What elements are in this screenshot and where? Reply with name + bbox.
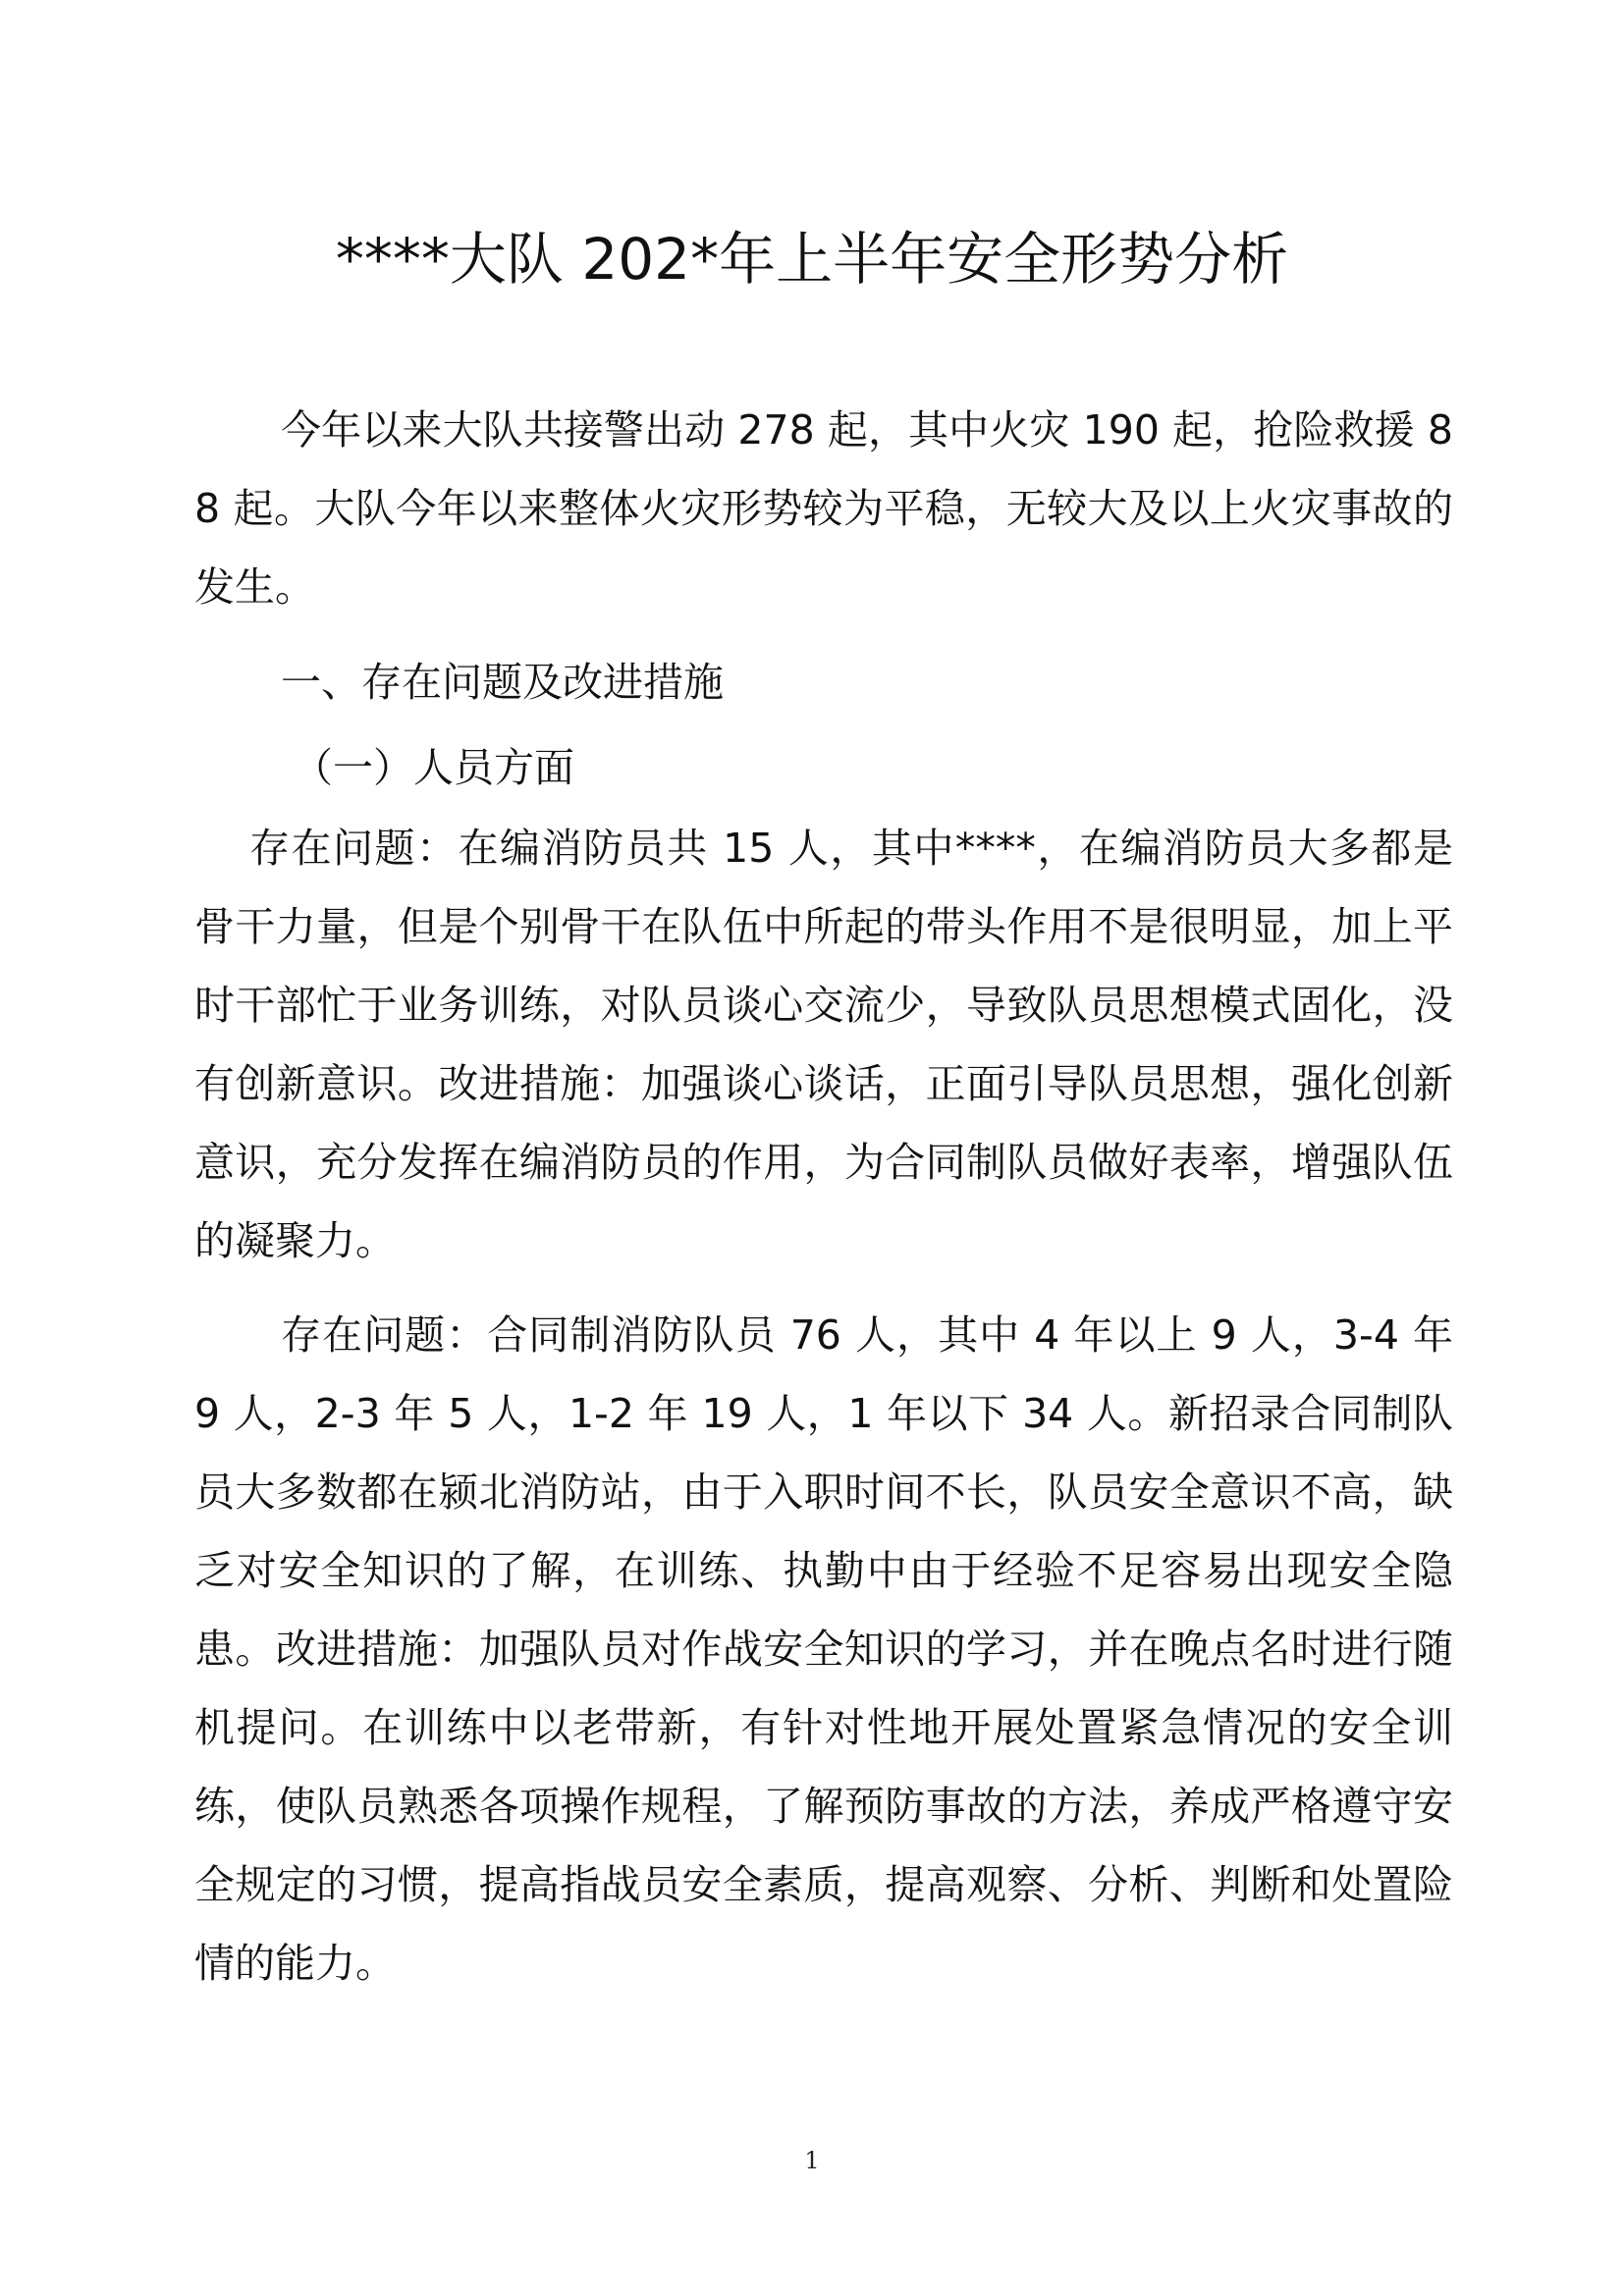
subsection-heading: （一）人员方面 xyxy=(293,744,574,791)
intro-paragraph: 今年以来大队共接警出动 278 起，其中火灾 190 起，抢险救援 88 起。大队今年以来整体火灾形势较为平稳，无较大及以上火灾事故的发生。 xyxy=(194,406,1453,611)
issue-paragraph-1: 存在问题：在编消防员共 15 人，其中****，在编消防员大多都是骨干力量，但是个别骨干在队伍中所起的带头作用不是很明显，加上平时干部忙于业务训练，对队员谈心交流少，导致队员思想模式固化，没有创新意识。改进措施：加强谈心谈话，正面引导队员思想，强化创新意识，充分发挥在编消防员的作用，为合同制队员做好表率，增强队伍的凝聚力。 xyxy=(194,825,1453,1264)
document-title: ****大队 202*年上半年安全形势分析 xyxy=(335,226,1289,293)
page-number: 1 xyxy=(804,2147,820,2174)
section-heading: 一、存在问题及改进措施 xyxy=(281,659,724,706)
issue-paragraph-2: 存在问题：合同制消防队员 76 人，其中 4 年以上 9 人，3-4 年 9 人，2-3 年 5 人，1-2 年 19 人，1 年以下 34 人。新招录合同制队员大多数都在颍北消防站，由于入职时间不长，队员安全意识不高，缺乏对安全知识的了解，在训练、执勤中由于经验不足容易出现安全隐患。改进措施：加强队员对作战安全知识的学习，并在晚点名时进行随机提问。在训练中以老带新，有针对性地开展处置紧急情况的安全训练，使队员熟悉各项操作规程，了解预防事故的方法，养成严格遵守安全规定的习惯，提高指战员安全素质，提高观察、分析、判断和处置险情的能力。 xyxy=(194,1311,1453,1987)
